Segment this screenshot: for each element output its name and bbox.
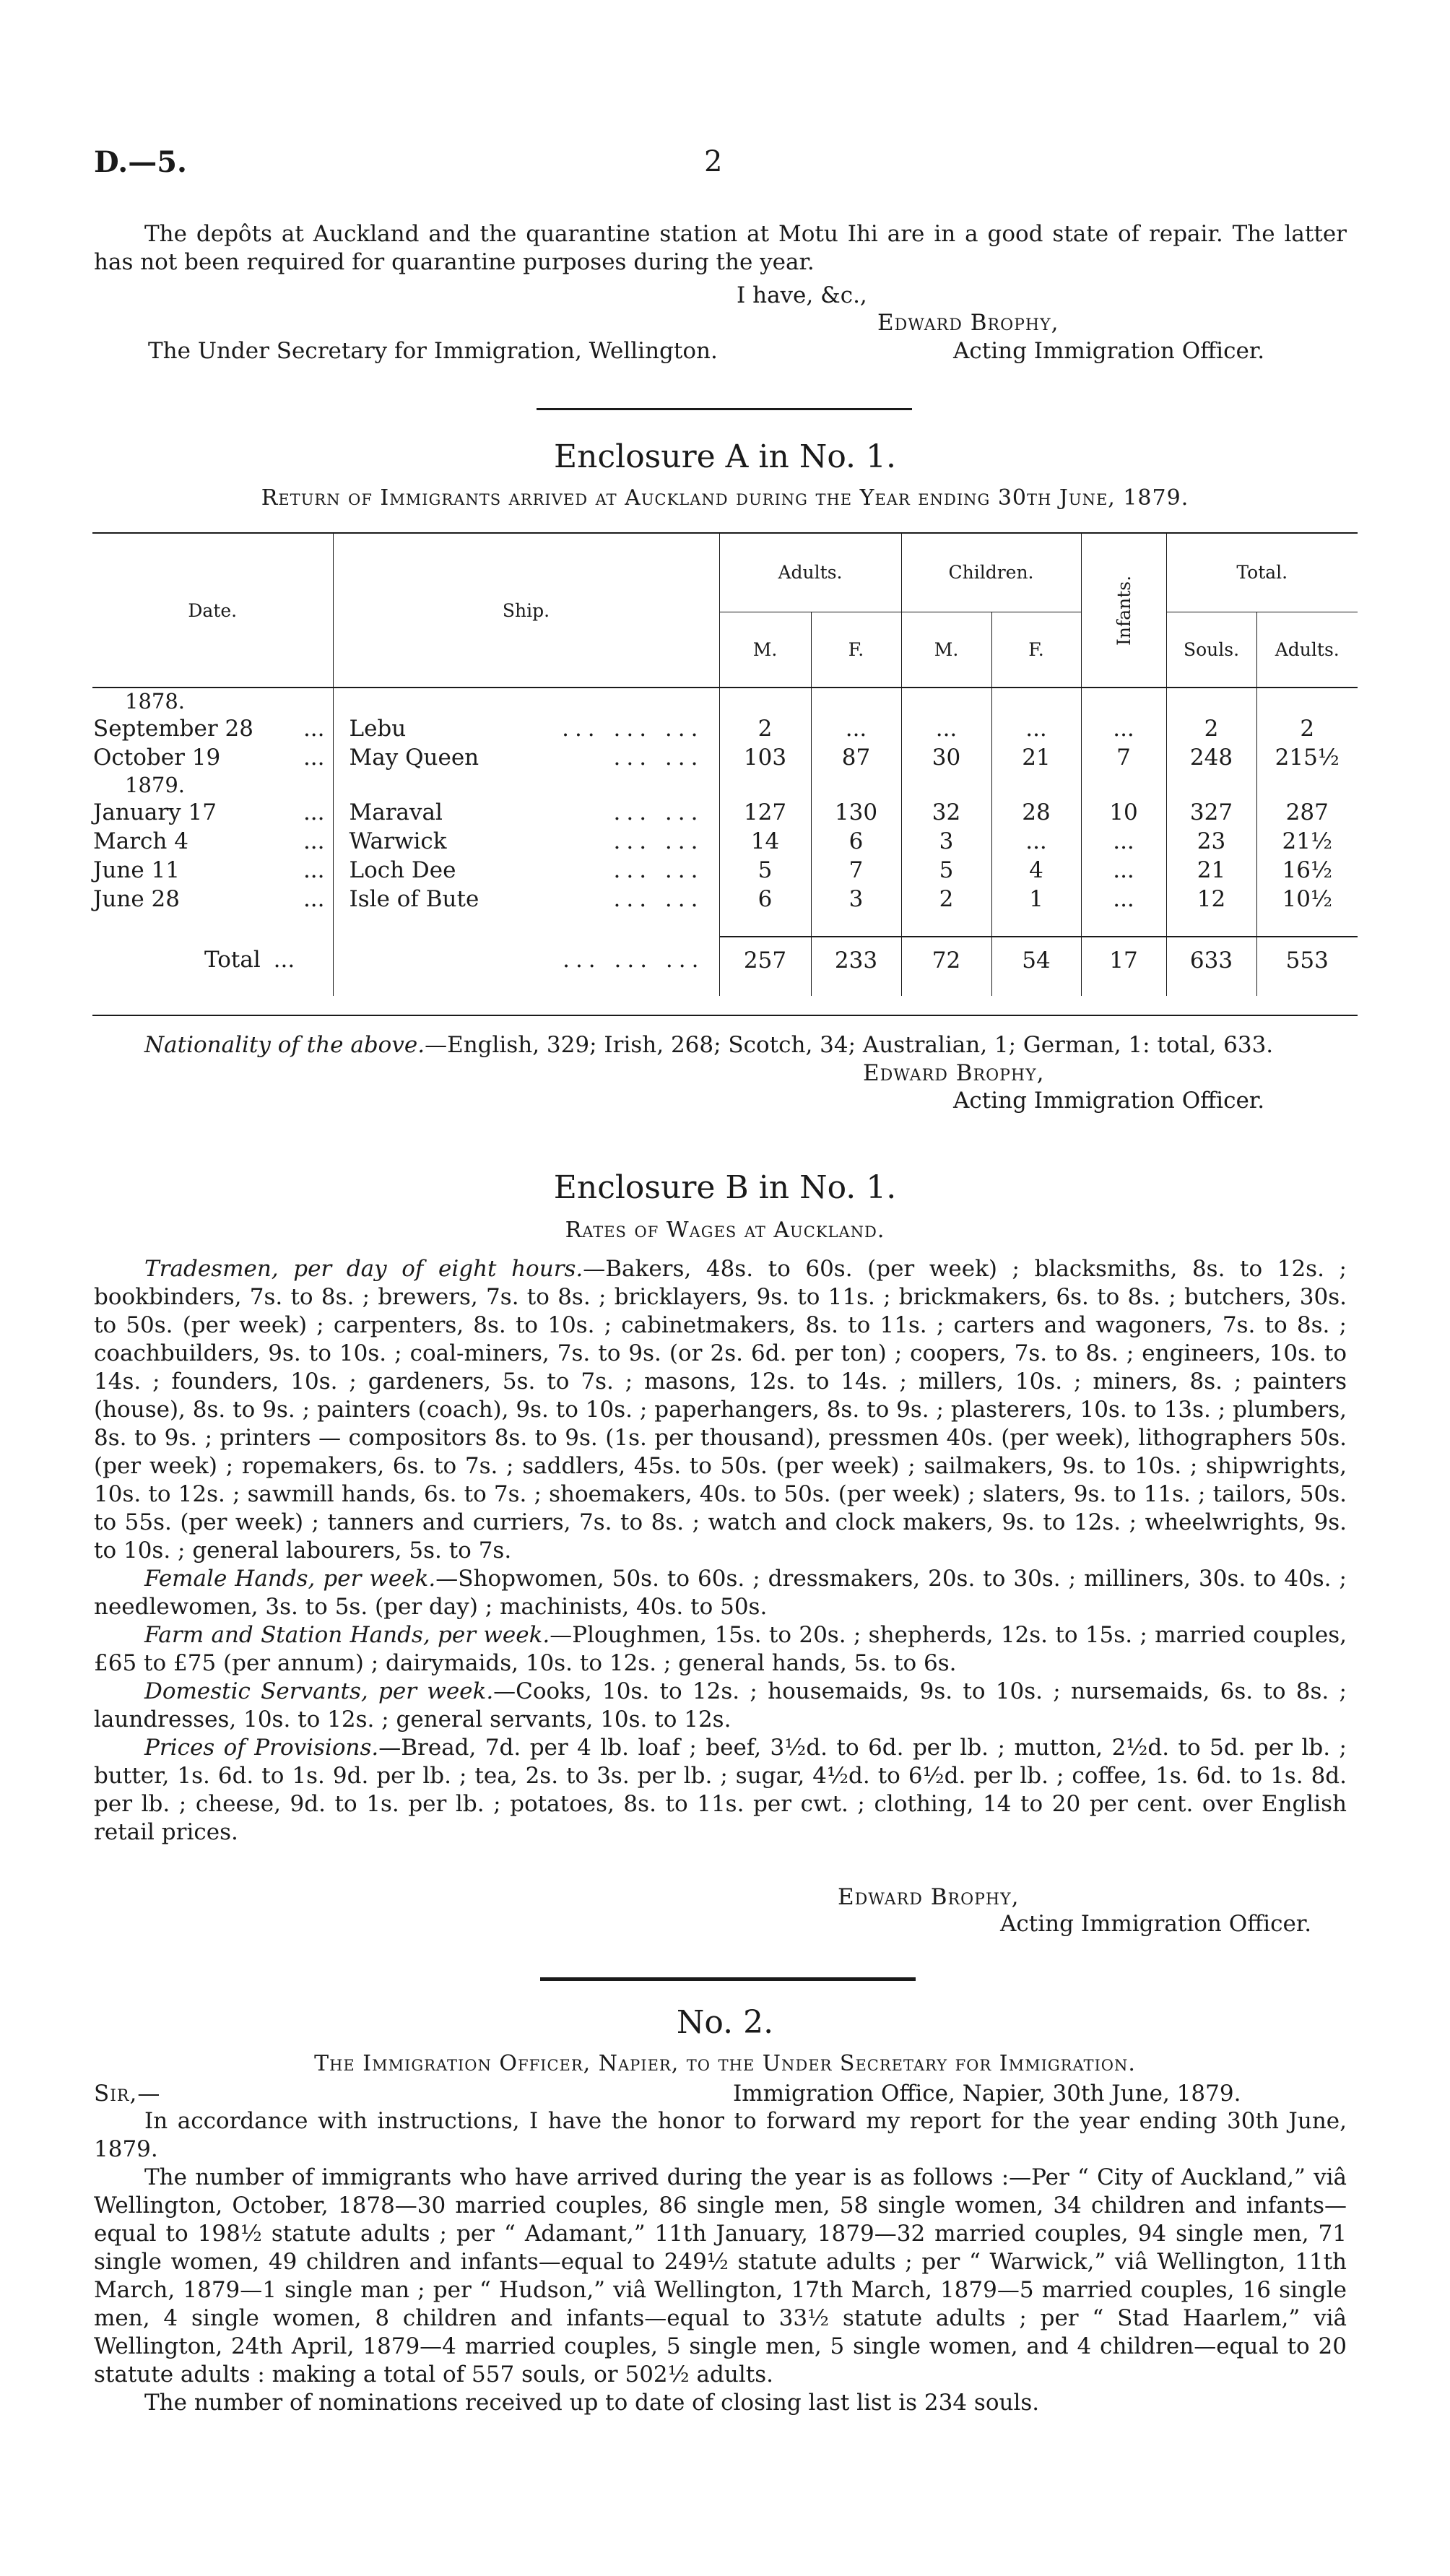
enclosure-b-signer: Edward Brophy, (838, 1884, 1020, 1910)
row-date: June 11 ... (93, 857, 325, 883)
row-ship: May Queen ... ... (333, 743, 719, 772)
table-bottom-rule (92, 1015, 1358, 1016)
divider (537, 408, 912, 410)
nationality-text: —English, 329; Irish, 268; Scotch, 34; Australian, 1; German, 1: total, 633. (425, 1032, 1274, 1058)
row-total-adults: 287 (1256, 798, 1358, 827)
total-infants: 17 (1081, 937, 1166, 983)
enclosure-b-signer-title: Acting Immigration Officer. (1000, 1911, 1312, 1937)
row-children-m: 5 (901, 856, 991, 885)
wages-tradesmen: Tradesmen, per day of eight hours.—Bakers, 48s. to 60s. (per week) ; blacksmiths, 8s. to 12s. ; bookbinders, 7s. to 8s. ; brewers, 7s. to 8s. ; bricklayers, 9s. to 11s. ; brickmakers, 6s. to 8s. ; butchers, 30s. to 50s. (per week) ; carpenters, 8s. to 10s. ; cabinetmakers, 8s. to 11s. ; carters and wagoners, 7s. to 8s. ; coachbuilders, 9s. to 10s. ; coal-miners, 7s. to 9s. (or 2s. 6d. per ton) ; coopers, 7s. to 8s. ; engineers, 10s. to 14s. ; founders, 10s. ; gardeners, 5s. to 7s. ; masons, 12s. to 14s. ; millers, 10s. ; miners, 8s. ; painters (house), 8s. to 9s. ; painters (coach), 9s. to 10s. ; paperhangers, 8s. to 9s. ; plasterers, 10s. to 13s. ; plumbers, 8s. to 9s. ; printers — compositors 8s. to 9s. (1s. per thousand), pressmen 40s. (per week), lithographers 50s. (per week) ; ropemakers, 6s. to 7s. ; saddlers, 45s. to 50s. (per week) ; sailmakers, 9s. to 10s. ; shipwrights, 10s. to 12s. ; sawmill hands, 6s. to 7s. ; shoemakers, 40s. to 50s. (per week) ; slaters, 9s. to 11s. ; tailors, 50s. to 55s. (per week) ; tanners and curriers, 7s. to 8s. ; watch and clock makers, 9s. to 12s. ; wheelwrights, 9s. to 10s. ; general labourers, 5s. to 7s. (94, 1256, 1347, 1564)
total-souls: 633 (1166, 937, 1256, 983)
col-ship: Ship. (333, 534, 719, 688)
no2-heading: No. 2. (676, 2004, 774, 2041)
col-children-f: F. (991, 612, 1081, 688)
table-row (92, 885, 1358, 914)
document-reference: D.—5. (94, 145, 187, 179)
year-row (92, 688, 1358, 714)
table-row (92, 714, 1358, 743)
col-adults-f: F. (811, 612, 901, 688)
enclosure-b-title: Rates of Wages at Auckland. (565, 1218, 885, 1243)
intro-paragraph: The depôts at Auckland and the quarantine station at Motu Ihi are in a good state of repair. The latter has not been required for quarantine purposes during the year. (94, 221, 1347, 275)
wages-provisions: Prices of Provisions.—Bread, 7d. per 4 lb. loaf ; beef, 3½d. to 6d. per lb. ; mutton, 2½d. to 5d. per lb. ; butter, 1s. 6d. to 1s. 9d. per lb. ; tea, 2s. to 3s. per lb. ; sugar, 4½d. to 6½d. per lb. ; coffee, 1s. 6d. to 1s. 8d. per lb. ; cheese, 9d. to 1s. per lb. ; potatoes, 8s. to 11s. per cwt. ; clothing, 14 to 20 per cent. over English retail prices. (94, 1735, 1347, 1845)
row-adults-m: 103 (719, 743, 811, 772)
row-infants: ... (1081, 885, 1166, 914)
wages-section (94, 1255, 1347, 1847)
row-date: January 17 ... (93, 799, 325, 825)
page-number: 2 (704, 145, 723, 178)
col-infants (1081, 534, 1166, 688)
row-adults-m: 2 (719, 714, 811, 743)
row-date: September 28 ... (93, 716, 325, 742)
row-adults-f: 87 (811, 743, 901, 772)
wages-farm-hands: Farm and Station Hands, per week.—Ploughmen, 15s. to 20s. ; shepherds, 12s. to 15s. ; married couples, £65 to £75 (per annum) ; dairymaids, 10s. to 12s. ; general hands, 5s. to 6s. (94, 1622, 1347, 1676)
row-adults-m: 14 (719, 827, 811, 856)
row-infants: ... (1081, 714, 1166, 743)
no2-paragraph: The number of immigrants who have arrived during the year is as follows :—Per “ City of Auckland,” viâ Wellington, October, 1878—30 married couples, 86 single men, 58 single women, 34 children and infants—equal to 198½ statute adults ; per “ Adamant,” 11th January, 1879—32 married couples, 94 single men, 71 single women, 49 children and infants—equal to 249½ statute adults ; per “ Warwick,” viâ Wellington, 11th March, 1879—1 single man ; per “ Hudson,” viâ Wellington, 17th March, 1879—5 married couples, 16 single men, 4 single women, 8 children and infants—equal to 33½ statute adults ; per “ Stad Haarlem,” viâ Wellington, 24th April, 1879—4 married couples, 5 single men, 5 single women, and 4 children—equal to 20 statute adults : making a total of 557 souls, or 502½ adults. (94, 2164, 1347, 2388)
row-date: June 28 ... (93, 886, 325, 912)
enclosure-a-signer: Edward Brophy, (863, 1060, 1045, 1086)
enclosure-a-title: Return of Immigrants arrived at Auckland during the Year ending 30th June, 1879. (261, 485, 1189, 511)
intro-addressee: The Under Secretary for Immigration, Wellington. (148, 338, 718, 364)
row-adults-f: 130 (811, 798, 901, 827)
total-label: Total ... (204, 947, 295, 973)
wages-female-hands: Female Hands, per week.—Shopwomen, 50s. to 60s. ; dressmakers, 20s. to 30s. ; milliners, 30s. to 40s. ; needlewomen, 3s. to 5s. (per day) ; machinists, 40s. to 50s. (94, 1566, 1347, 1620)
enclosure-a-heading: Enclosure A in No. 1. (554, 438, 896, 475)
row-total-adults: 21½ (1256, 827, 1358, 856)
row-total-adults: 2 (1256, 714, 1358, 743)
no2-paragraph: The number of nominations received up to date of closing last list is 234 souls. (144, 2390, 1040, 2416)
salutation: Sir,— (94, 2081, 161, 2107)
intro-signer-title: Acting Immigration Officer. (953, 338, 1265, 364)
row-adults-f: 7 (811, 856, 901, 885)
enclosure-b-heading: Enclosure B in No. 1. (553, 1169, 897, 1206)
enclosure-a-signer-title: Acting Immigration Officer. (953, 1088, 1265, 1114)
row-children-f: 4 (991, 856, 1081, 885)
row-ship: Maraval ... ... (333, 798, 719, 827)
row-souls: 2 (1166, 714, 1256, 743)
row-date: October 19 ... (93, 745, 325, 771)
intro-closing: I have, &c., (737, 282, 867, 308)
table-row (92, 798, 1358, 827)
row-children-m: 2 (901, 885, 991, 914)
table-row (92, 743, 1358, 772)
row-souls: 327 (1166, 798, 1256, 827)
row-children-m: 30 (901, 743, 991, 772)
row-children-f: ... (991, 714, 1081, 743)
row-souls: 23 (1166, 827, 1256, 856)
total-adults-m: 257 (719, 937, 811, 983)
col-adults-m: M. (719, 612, 811, 688)
no2-paragraph: In accordance with instructions, I have the honor to forward my report for the year ending 30th June, 1879. (94, 2108, 1347, 2162)
col-children-m: M. (901, 612, 991, 688)
total-adults: 553 (1256, 937, 1358, 983)
row-children-f: 1 (991, 885, 1081, 914)
no2-body (94, 2107, 1347, 2417)
row-infants: 7 (1081, 743, 1166, 772)
row-souls: 12 (1166, 885, 1256, 914)
row-adults-m: 6 (719, 885, 811, 914)
col-total: Total. (1166, 534, 1358, 612)
row-children-m: 3 (901, 827, 991, 856)
row-adults-m: 127 (719, 798, 811, 827)
row-children-f: 28 (991, 798, 1081, 827)
immigrants-return-table (92, 534, 1358, 996)
col-adults: Adults. (719, 534, 901, 612)
wages-domestic-servants: Domestic Servants, per week.—Cooks, 10s. to 12s. ; housemaids, 9s. to 10s. ; nursemaids, 6s. to 8s. ; laundresses, 10s. to 12s. ; general servants, 10s. to 12s. (94, 1678, 1347, 1732)
total-children-f: 54 (991, 937, 1081, 983)
row-souls: 21 (1166, 856, 1256, 885)
row-total-adults: 10½ (1256, 885, 1358, 914)
row-souls: 248 (1166, 743, 1256, 772)
total-children-m: 72 (901, 937, 991, 983)
nationality-paragraph (94, 1031, 1347, 1059)
col-total-adults: Adults. (1275, 638, 1340, 660)
row-adults-f: 6 (811, 827, 901, 856)
row-infants: ... (1081, 827, 1166, 856)
row-children-f: ... (991, 827, 1081, 856)
year-label: 1879. (125, 773, 186, 797)
row-infants: ... (1081, 856, 1166, 885)
row-children-f: 21 (991, 743, 1081, 772)
row-ship: Isle of Bute ... ... (333, 885, 719, 914)
row-adults-f: 3 (811, 885, 901, 914)
row-adults-m: 5 (719, 856, 811, 885)
year-label: 1878. (125, 689, 186, 714)
table-row (92, 856, 1358, 885)
total-adults-f: 233 (811, 937, 901, 983)
section-divider (540, 1977, 916, 1981)
total-row: Total ... ... ... ... 257 233 72 54 17 633 553 (92, 937, 1358, 983)
row-adults-f: ... (811, 714, 901, 743)
row-ship: Warwick ... ... (333, 827, 719, 856)
dateline: Immigration Office, Napier, 30th June, 1879. (733, 2081, 1241, 2107)
row-ship: Lebu ... ... ... (333, 714, 719, 743)
no2-title: The Immigration Officer, Napier, to the Under Secretary for Immigration. (314, 2051, 1136, 2076)
table-row (92, 827, 1358, 856)
nationality-label: Nationality of the above. (144, 1032, 425, 1058)
row-infants: 10 (1081, 798, 1166, 827)
row-total-adults: 16½ (1256, 856, 1358, 885)
row-children-m: 32 (901, 798, 991, 827)
col-date: Date. (92, 534, 333, 688)
row-ship: Loch Dee ... ... (333, 856, 719, 885)
col-total-souls: Souls. (1166, 612, 1256, 688)
row-total-adults: 215½ (1256, 743, 1358, 772)
row-children-m: ... (901, 714, 991, 743)
col-children: Children. (901, 534, 1081, 612)
col-infants-label: Infants. (1113, 575, 1134, 646)
row-date: March 4 ... (93, 828, 325, 854)
year-row (92, 772, 1358, 798)
intro-signer: Edward Brophy, (877, 310, 1059, 336)
